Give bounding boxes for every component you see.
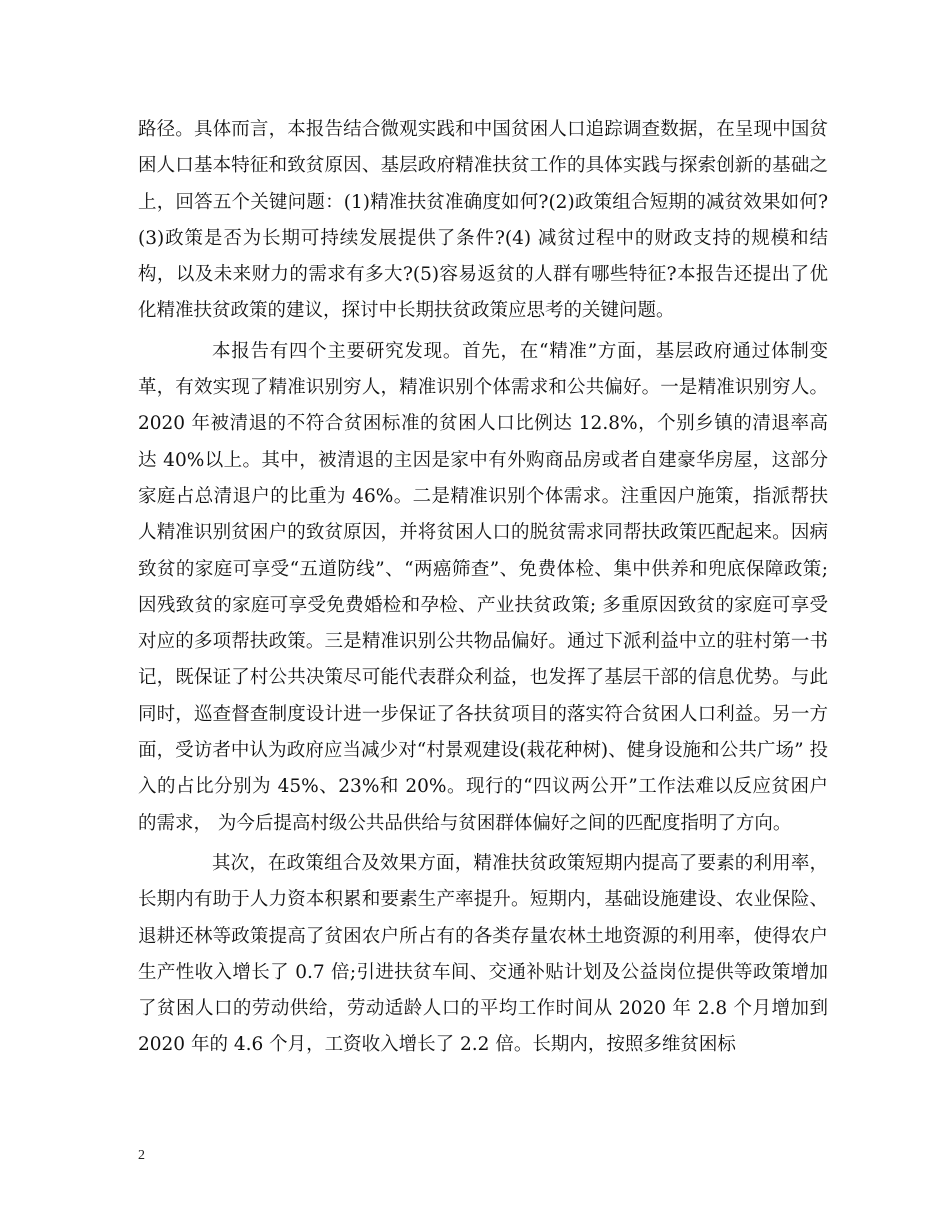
paragraph-policy-effects: 其次，在政策组合及效果方面，精准扶贫政策短期内提高了要素的利用率，长期内有助于人力资本积累和要素生产率提升。短期内，基础设施建设、农业保险、退耕还林等政策提高了贫困农户所占有的各类存量农林土地资源的利用率，使得农户生产性收入增长了 0.7 倍;引进扶贫车间、交通补贴计划及公益岗位提供等政策增加了贫困人口的劳动供给，劳动适龄人口的平均工作时间从 2020 年 2.8 个月增加到 2020 年的 4.6 个月，工资收入增长了 2.2 倍。长期内，按照多维贫困标	[138, 852, 828, 1056]
paragraph-findings: 本报告有四个主要研究发现。首先，在“精准”方面，基层政府通过体制变革，有效实现了精准识别穷人，精准识别个体需求和公共偏好。一是精准识别穷人。2020 年被清退的不符合贫困标准的贫困人口比例达 12.8%，个别乡镇的清退率高达 40%以上。其中，被清退的主因是家中有外购商品房或者自建豪华房屋，这部分家庭占总清退户的比重为 46%。二是精准识别个体需求。注重因户施策，指派帮扶人精准识别贫困户的致贫原因，并将贫困人口的脱贫需求同帮扶政策匹配起来。因病致贫的家庭可享受“五道防线”、“两癌筛查”、免费体检、集中供养和兜底保障政策;因残致贫的家庭可享受免费婚检和孕检、产业扶贫政策; 多重原因致贫的家庭可享受对应的多项帮扶政策。三是精准识别公共物品偏好。通过下派利益中立的驻村第一书记，既保证了村公共决策尽可能代表群众利益，也发挥了基层干部的信息优势。与此同时，巡查督查制度设计进一步保证了各扶贫项目的落实符合贫困人口利益。另一方面，受访者中认为政府应当减少对“村景观建设(栽花种树)、健身设施和公共广场” 投入的占比分别为 45%、23%和 20%。现行的“四议两公开”工作法难以反应贫困户的需求， 为今后提高村级公共品供给与贫困群体偏好之间的匹配度指明了方向。	[138, 340, 828, 834]
body-text	[138, 112, 828, 1064]
paragraph-continuation: 路径。具体而言，本报告结合微观实践和中国贫困人口追踪调查数据，在呈现中国贫困人口基本特征和致贫原因、基层政府精准扶贫工作的具体实践与探索创新的基础之上，回答五个关键问题：(1)精准扶贫准确度如何?(2)政策组合短期的减贫效果如何?(3)政策是否为长期可持续发展提供了条件?(4) 减贫过程中的财政支持的规模和结构，以及未来财力的需求有多大?(5)容易返贫的人群有哪些特征?本报告还提出了优化精准扶贫政策的建议，探讨中长期扶贫政策应思考的关键问题。	[138, 119, 828, 322]
page-number: 2	[138, 1148, 145, 1163]
